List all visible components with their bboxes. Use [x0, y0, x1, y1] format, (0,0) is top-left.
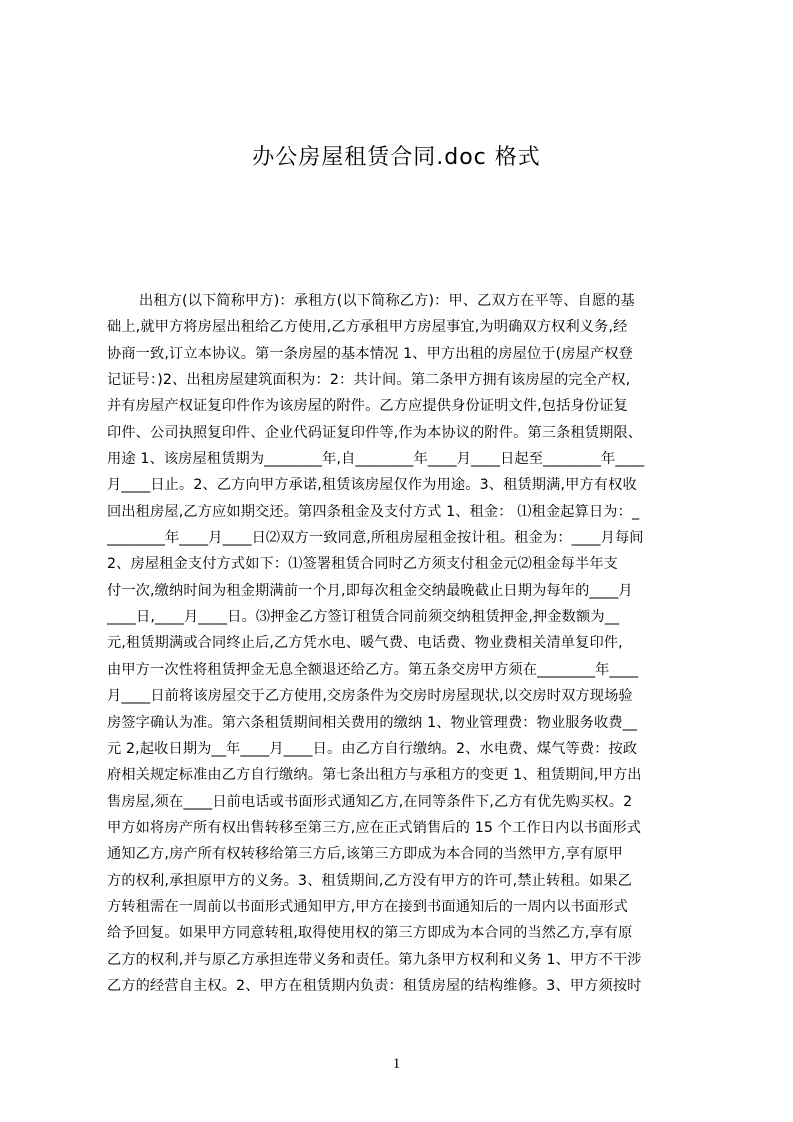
body-line: 府相关规定标准由乙方自行缴纳。第七条出租方与承租方的变更 1、租赁期间,甲方出 — [107, 767, 642, 784]
document-body — [107, 288, 699, 1048]
body-line: 并有房屋产权证复印件作为该房屋的附件。乙方应提供身份证明文件,包括身份证复 — [107, 398, 628, 415]
body-line: ____日,____月____日。⑶押金乙方签订租赁合同前须交纳租赁押金,押金数额为__ — [107, 609, 620, 626]
body-line: 2、房屋租金支付方式如下：⑴签署租赁合同时乙方须支付租金元⑵租金每半年支 — [107, 556, 618, 573]
body-line: 房签字确认为准。第六条租赁期间相关费用的缴纳 1、物业管理费：物业服务收费__ — [107, 714, 638, 731]
document-title: 办公房屋租赁合同.doc 格式 — [252, 145, 541, 170]
body-line: 协商一致,订立本协议。第一条房屋的基本情况 1、甲方出租的房屋位于(房屋产权登 — [107, 345, 633, 362]
body-line: 元 2,起收日期为__年____月____日。由乙方自行缴纳。2、水电费、煤气等费：按政 — [107, 740, 638, 757]
body-line: 方的权利,承担原甲方的义务。3、租赁期间,乙方没有甲方的许可,禁止转租。如果乙 — [107, 872, 632, 889]
body-line: 售房屋,须在____日前电话或书面形式通知乙方,在同等条件下,乙方有优先购买权。2 — [107, 793, 633, 810]
body-line: 通知乙方,房产所有权转移给第三方后,该第三方即成为本合同的当然甲方,享有原甲 — [107, 846, 623, 863]
body-line: 由甲方一次性将租赁押金无息全额退还给乙方。第五条交房甲方须在________年____ — [107, 661, 639, 678]
body-line: 月____日止。2、乙方向甲方承诺,租赁该房屋仅作为用途。3、租赁期满,甲方有权收 — [107, 477, 637, 494]
body-line: 元,租赁期满或合同终止后,乙方凭水电、暖气费、电话费、物业费相关清单复印件, — [107, 635, 623, 652]
body-line: ________年____月____日⑵双方一致同意,所租房屋租金按计租。租金为：____月每间 — [107, 530, 644, 547]
body-line: 础上,就甲方将房屋出租给乙方使用,乙方承租甲方房屋事宜,为明确双方权利义务,经 — [107, 319, 628, 336]
body-line: 乙方的经营自主权。2、甲方在租赁期内负责：租赁房屋的结构维修。3、甲方须按时 — [107, 977, 642, 994]
page-number: 1 — [392, 1056, 401, 1072]
body-line: 乙方的权利,并与原乙方承担连带义务和责任。第九条甲方权利和义务 1、甲方不干涉 — [107, 951, 642, 968]
body-line: 印件、公司执照复印件、企业代码证复印件等,作为本协议的附件。第三条租赁期限、 — [107, 424, 643, 441]
body-line: 付一次,缴纳时间为租金期满前一个月,即每次租金交纳最晚截止日期为每年的____月 — [107, 582, 633, 599]
body-line: 回出租房屋,乙方应如期交还。第四条租金及支付方式 1、租金： ⑴租金起算日为：_ — [107, 503, 640, 520]
body-line: 方转租需在一周前以书面形式通知甲方,甲方在接到书面通知后的一周内以书面形式 — [107, 898, 628, 915]
body-line: 甲方如将房产所有权出售转移至第三方,应在正式销售后的 15 个工作日内以书面形式 — [107, 819, 642, 836]
body-line: 用途 1、该房屋租赁期为________年,自________年____月____日起至________年____ — [107, 451, 645, 468]
body-line: 给予回复。如果甲方同意转租,取得使用权的第三方即成为本合同的当然乙方,享有原 — [107, 925, 633, 942]
body-line: 出租方(以下简称甲方)：承租方(以下简称乙方)：甲、乙双方在平等、自愿的基 — [139, 293, 635, 309]
body-line: 月____日前将该房屋交于乙方使用,交房条件为交房时房屋现状,以交房时双方现场验 — [107, 688, 633, 705]
body-line: 记证号：)2、出租房屋建筑面积为：2：共计间。第二条甲方拥有该房屋的完全产权, — [107, 372, 631, 389]
